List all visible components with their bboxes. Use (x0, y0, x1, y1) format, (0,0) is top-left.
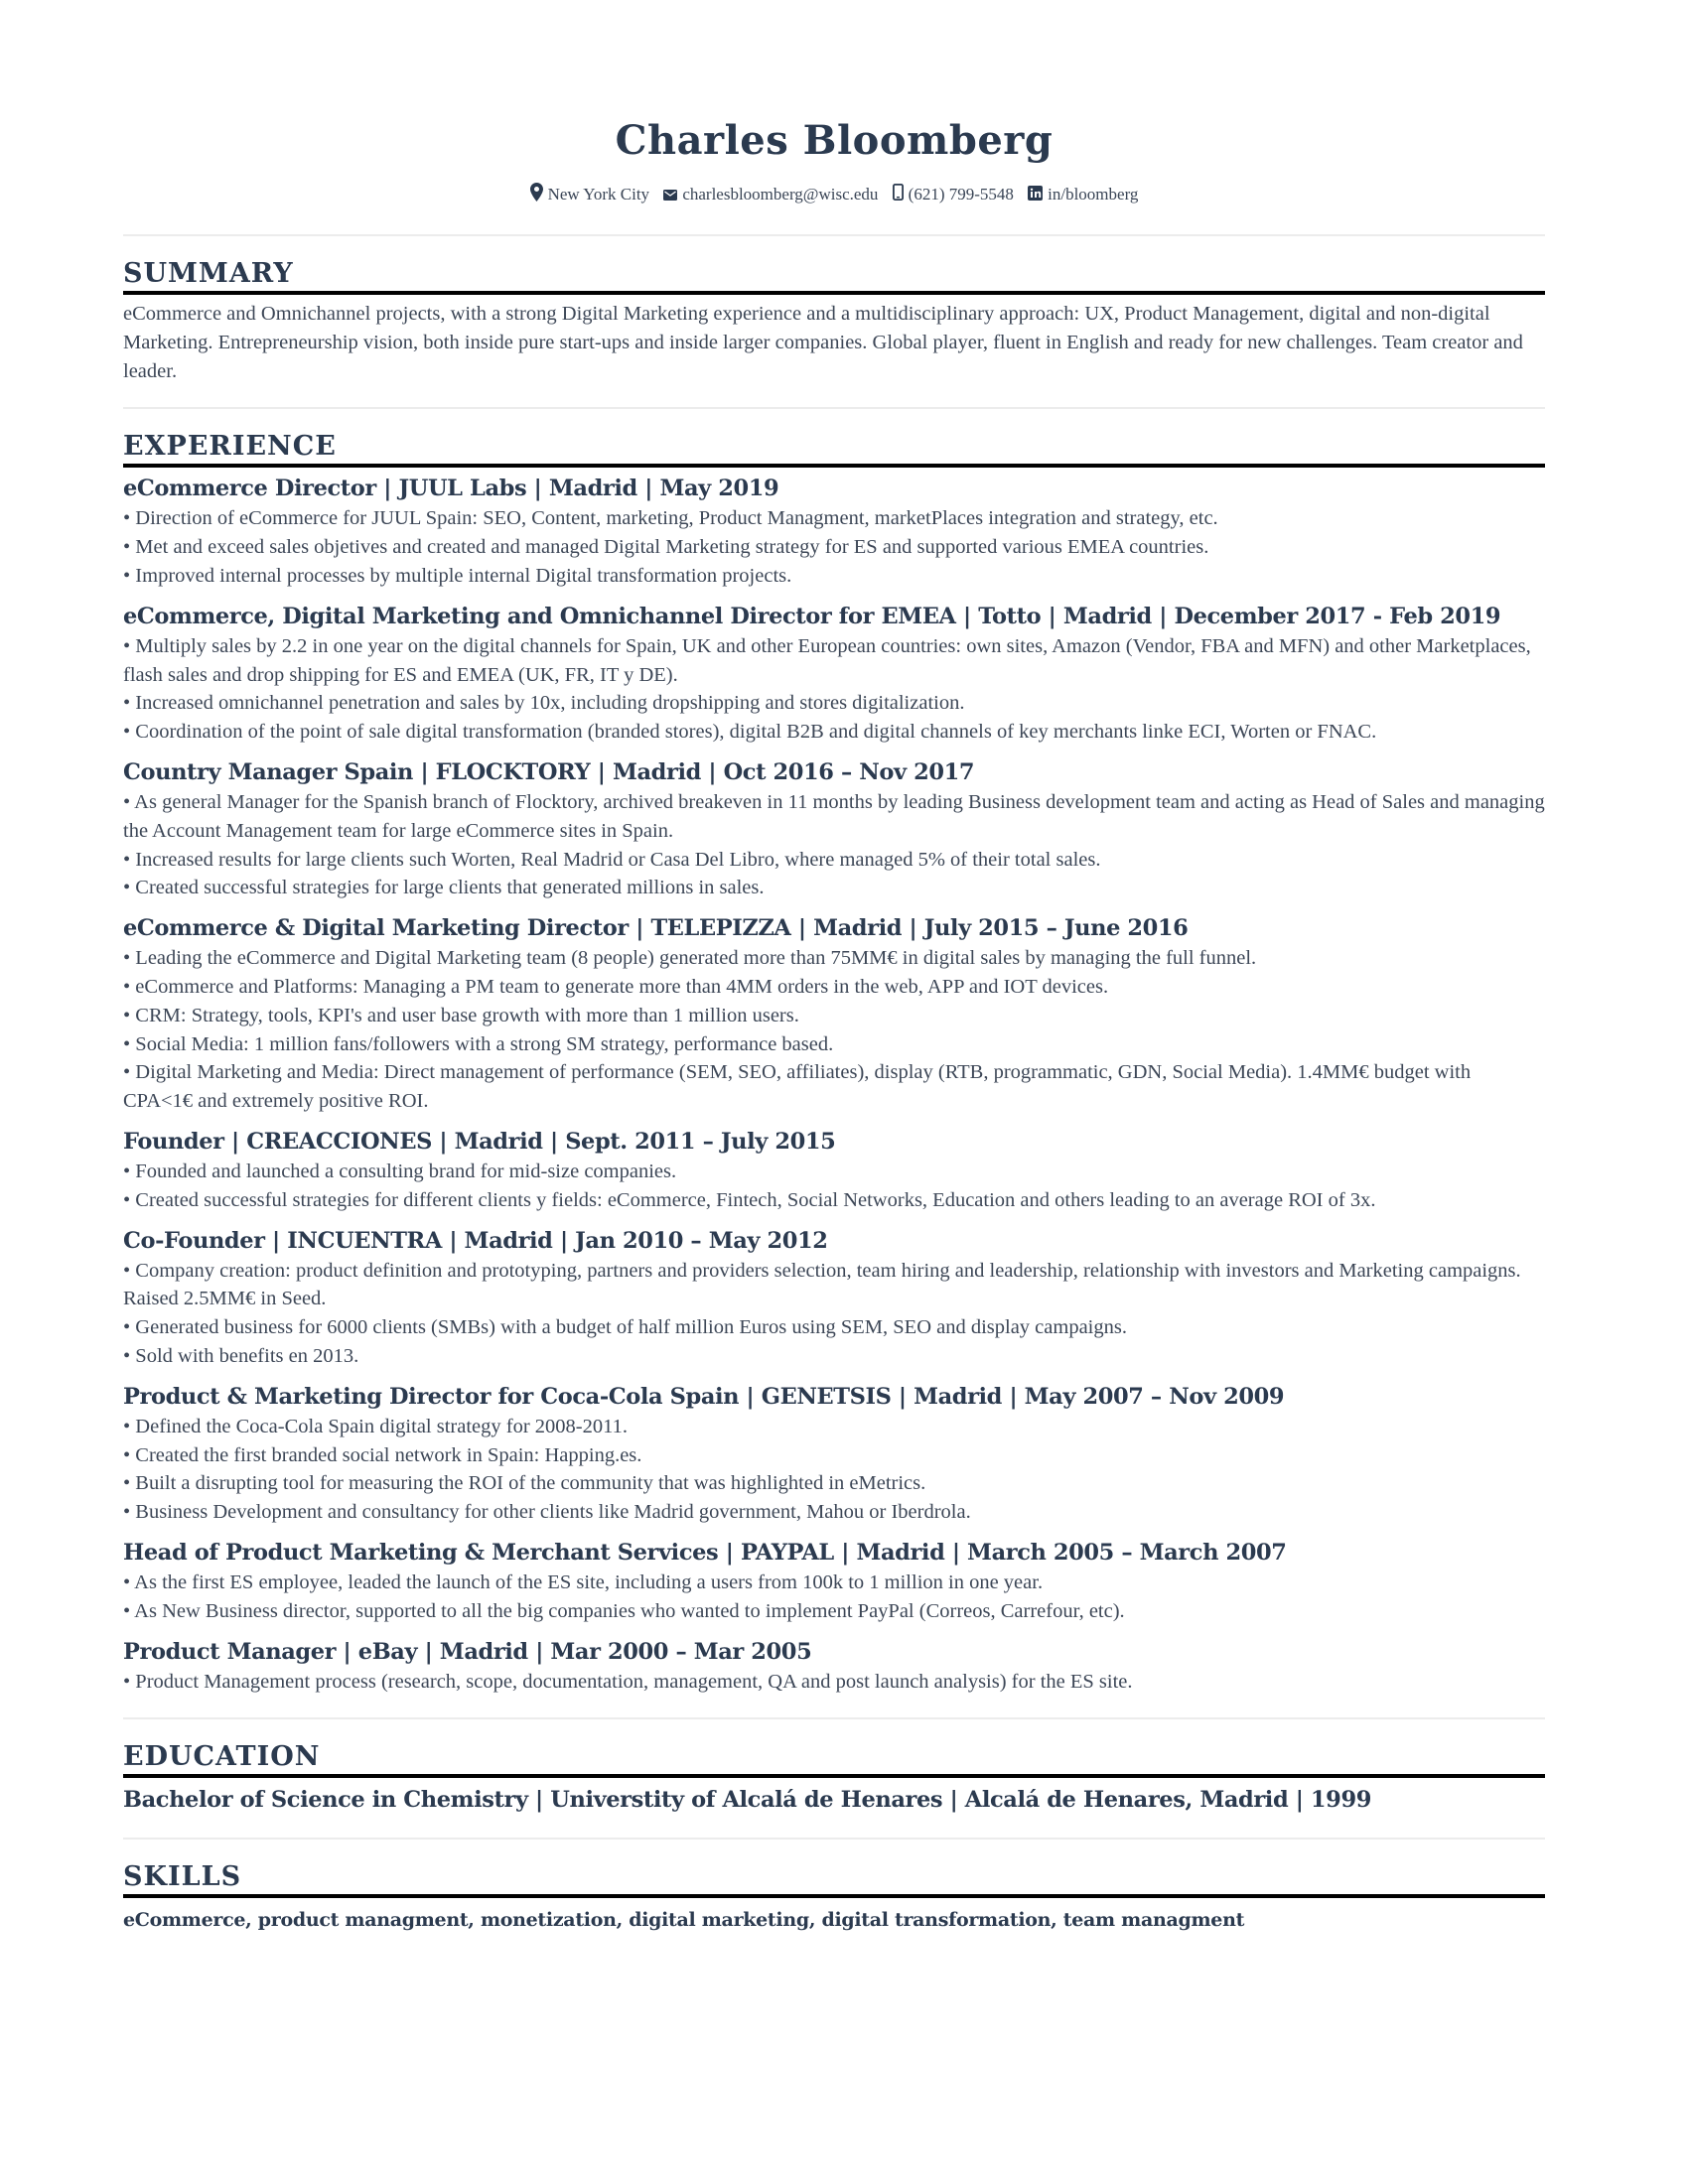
job-entry (123, 1636, 1545, 1697)
job-entry (123, 601, 1545, 747)
job-bullet: • Defined the Coca-Cola Spain digital strategy for 2008-2011. (123, 1415, 628, 1437)
phone-text[interactable]: (621) 799-5548 (908, 185, 1014, 204)
job-bullet: • Created the first branded social network in Spain: Happing.es. (123, 1443, 642, 1466)
skills-section (123, 1861, 1545, 1934)
experience-heading: EXPERIENCE (123, 431, 337, 463)
section-separator (123, 1838, 1545, 1840)
section-separator (123, 234, 1545, 236)
contact-line (123, 183, 1545, 208)
job-title: Product & Marketing Director for Coca-Cola Spain | GENETSIS | Madrid | May 2007 – Nov 2009 (123, 1383, 1285, 1410)
job-title: Product Manager | eBay | Madrid | Mar 2000 – Mar 2005 (123, 1638, 812, 1665)
job-title: Country Manager Spain | FLOCKTORY | Madrid | Oct 2016 – Nov 2017 (123, 759, 975, 786)
job-bullet: • Sold with benefits en 2013. (123, 1345, 359, 1368)
resume-page (123, 0, 1545, 1934)
job-list (123, 473, 1545, 1696)
job-bullet: • Created successful strategies for large clients that generated millions in sales. (123, 877, 765, 899)
job-bullet: • Increased omnichannel penetration and sales by 10x, including dropshipping and stores digitalization. (123, 692, 965, 715)
job-bullet: • Met and exceed sales objetives and created and managed Digital Marketing strategy for ES and supported various EMEA countries. (123, 536, 1209, 559)
contact-phone[interactable] (893, 183, 1014, 207)
job-entry (123, 1126, 1545, 1215)
job-bullet: • Business Development and consultancy for other clients like Madrid government, Mahou or Iberdrola. (123, 1501, 971, 1524)
mobile-phone-icon (893, 184, 904, 207)
skills-heading: SKILLS (123, 1861, 242, 1893)
summary-heading: SUMMARY (123, 258, 294, 290)
job-bullet: • eCommerce and Platforms: Managing a PM team to generate more than 4MM orders in the web, APP and IOT devices. (123, 976, 1109, 999)
education-section (123, 1741, 1545, 1816)
job-entry (123, 912, 1545, 1116)
job-bullet: • Created successful strategies for different clients y fields: eCommerce, Fintech, Social Networks, Education and others leading to an average ROI of 3x. (123, 1188, 1376, 1211)
summary-section (123, 258, 1545, 385)
summary-text: eCommerce and Omnichannel projects, with a strong Digital Marketing experience and a multidisciplinary approach: UX, Product Management, digital and non-digital Marketing. Entrepreneurship vision, both inside pure start-ups and inside larger companies. Global player, fluent in English and ready for new challenges. Team creator and leader. (123, 303, 1523, 382)
job-entry (123, 1381, 1545, 1527)
contact-location (530, 183, 650, 208)
job-bullet: • As general Manager for the Spanish branch of Flocktory, archived breakeven in 11 months by leading Business development team and acting as Head of Sales and managing the Account Management team for large eCommerce sites in Spain. (123, 791, 1545, 842)
heading-rule (123, 1894, 1545, 1898)
job-bullet: • Social Media: 1 million fans/followers with a strong SM strategy, performance based. (123, 1032, 834, 1055)
job-bullet: • As New Business director, supported to all the big companies who wanted to implement PayPal (Correos, Carrefour, etc). (123, 1599, 1125, 1622)
resume-header (123, 0, 1545, 208)
section-separator (123, 407, 1545, 409)
job-bullet: • Coordination of the point of sale digital transformation (branded stores), digital B2B and digital channels of key merchants linke ECI, Worten or FNAC. (123, 721, 1377, 744)
location-text: New York City (547, 185, 650, 204)
education-entry: Bachelor of Science in Chemistry | Universtity of Alcalá de Henares | Alcalá de Henares, Madrid | 1999 (123, 1787, 1371, 1814)
job-bullet: • Increased results for large clients such Worten, Real Madrid or Casa Del Libro, where managed 5% of their total sales. (123, 848, 1101, 871)
job-bullet: • Leading the eCommerce and Digital Marketing team (8 people) generated more than 75MM€ in digital sales by managing the full funnel. (123, 947, 1257, 970)
job-entry (123, 1537, 1545, 1626)
job-entry (123, 473, 1545, 590)
job-title: eCommerce & Digital Marketing Director | TELEPIZZA | Madrid | July 2015 – June 2016 (123, 915, 1189, 942)
job-bullet: • Direction of eCommerce for JUUL Spain: SEO, Content, marketing, Product Managment, marketPlaces integration and strategy, etc. (123, 507, 1218, 530)
linkedin-text[interactable]: in/bloomberg (1048, 185, 1139, 204)
job-title: Co-Founder | INCUENTRA | Madrid | Jan 2010 – May 2012 (123, 1227, 828, 1254)
job-entry (123, 756, 1545, 902)
experience-section (123, 431, 1545, 1696)
job-bullet: • Founded and launched a consulting brand for mid-size companies. (123, 1160, 677, 1183)
job-title: eCommerce Director | JUUL Labs | Madrid | May 2019 (123, 476, 779, 502)
candidate-name: Charles Bloomberg (615, 117, 1054, 164)
job-entry (123, 1225, 1545, 1371)
job-title: Founder | CREACCIONES | Madrid | Sept. 2011 – July 2015 (123, 1129, 836, 1156)
job-bullet: • Improved internal processes by multiple internal Digital transformation projects. (123, 565, 792, 588)
contact-email[interactable] (663, 183, 878, 207)
job-bullet: • CRM: Strategy, tools, KPI's and user base growth with more than 1 million users. (123, 1004, 799, 1026)
job-bullet: • Built a disrupting tool for measuring the ROI of the community that was highlighted in eMetrics. (123, 1472, 926, 1495)
job-title: Head of Product Marketing & Merchant Services | PAYPAL | Madrid | March 2005 – March 2007 (123, 1540, 1287, 1566)
skills-text: eCommerce, product managment, monetization, digital marketing, digital transformation, team managment (123, 1909, 1245, 1932)
map-pin-icon (530, 183, 543, 208)
heading-rule (123, 1774, 1545, 1778)
email-text[interactable]: charlesbloomberg@wisc.edu (682, 185, 879, 204)
job-bullet: • Generated business for 6000 clients (SMBs) with a budget of half million Euros using SEM, SEO and display campaigns. (123, 1316, 1127, 1339)
linkedin-icon (1028, 184, 1043, 207)
education-heading: EDUCATION (123, 1741, 321, 1773)
job-bullet: • Company creation: product definition and prototyping, partners and providers selection, team hiring and leadership, relationship with investors and Marketing campaigns. Raised 2.5MM€ in Seed. (123, 1259, 1521, 1310)
job-title: eCommerce, Digital Marketing and Omnichannel Director for EMEA | Totto | Madrid | December 2017 - Feb 2019 (123, 603, 1501, 629)
heading-rule (123, 464, 1545, 468)
section-separator (123, 1717, 1545, 1719)
heading-rule (123, 291, 1545, 295)
job-bullet: • Multiply sales by 2.2 in one year on the digital channels for Spain, UK and other European countries: own sites, Amazon (Vendor, FBA and MFN) and other Marketplaces, flash sales and drop shipping for ES and EMEA (UK, FR, IT y DE). (123, 634, 1531, 686)
envelope-icon (663, 184, 677, 207)
contact-linkedin[interactable] (1028, 183, 1138, 207)
job-bullet: • Digital Marketing and Media: Direct management of performance (SEM, SEO, affiliates), display (RTB, programmatic, GDN, Social Media). 1.4MM€ budget with CPA<1€ and extremely positive ROI. (123, 1061, 1472, 1113)
job-bullet: • As the first ES employee, leaded the launch of the ES site, including a users from 100k to 1 million in one year. (123, 1571, 1044, 1593)
job-bullet: • Product Management process (research, scope, documentation, management, QA and post launch analysis) for the ES site. (123, 1670, 1133, 1693)
